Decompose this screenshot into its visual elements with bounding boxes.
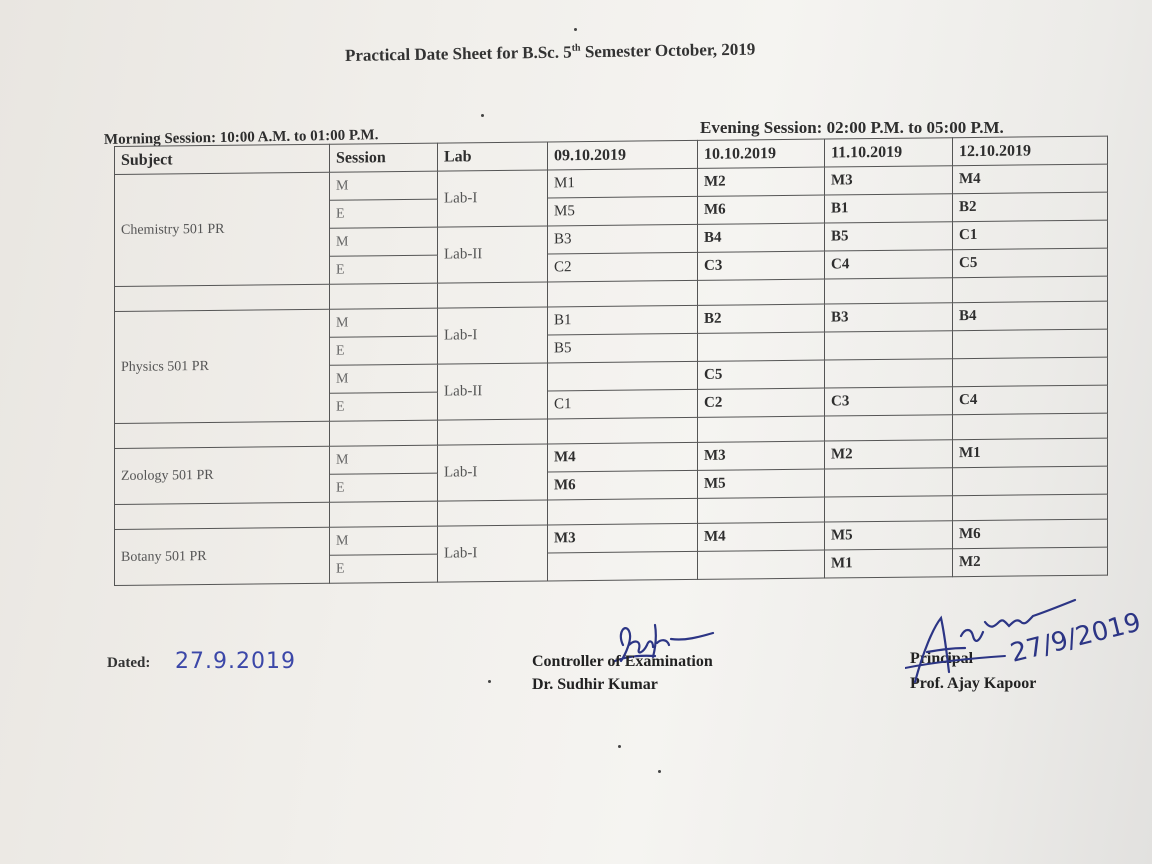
header-subject: Subject: [115, 144, 330, 174]
batch-cell: C1: [953, 220, 1108, 250]
batch-cell: B2: [953, 192, 1108, 222]
paper-speck: [481, 114, 484, 117]
session-cell: M: [330, 445, 438, 474]
batch-cell: C2: [548, 252, 698, 282]
batch-cell: [825, 331, 953, 360]
subject-botany: Botany 501 PR: [115, 527, 330, 585]
subject-zoology: Zoology 501 PR: [115, 446, 330, 504]
session-cell: M: [330, 227, 438, 256]
lab-cell: Lab-I: [438, 444, 548, 501]
batch-cell: [698, 550, 825, 579]
batch-cell: B1: [825, 194, 953, 223]
principal-title: Principal: [910, 650, 974, 667]
batch-cell: B5: [825, 222, 953, 251]
batch-cell: M3: [825, 166, 953, 195]
batch-cell: M4: [698, 522, 825, 551]
lab-cell: Lab-I: [438, 307, 548, 364]
batch-cell: C1: [548, 389, 698, 419]
batch-cell: M2: [953, 547, 1108, 577]
header-date-4: 12.10.2019: [953, 136, 1108, 166]
batch-cell: B5: [548, 333, 698, 363]
batch-cell: B1: [548, 305, 698, 335]
session-cell: M: [330, 364, 438, 393]
paper-speck: [658, 770, 661, 773]
dated-value-handwritten: 27.9.2019: [175, 649, 296, 674]
batch-cell: M1: [825, 549, 953, 578]
batch-cell: M2: [825, 440, 953, 469]
batch-cell: B4: [953, 301, 1108, 331]
session-cell: M: [330, 308, 438, 337]
morning-session-label: Morning Session: 10:00 A.M. to 01:00 P.M.: [103, 127, 379, 148]
batch-cell: M5: [548, 196, 698, 226]
page-title: Practical Date Sheet for B.Sc. 5th Semester October, 2019: [344, 39, 756, 65]
header-date-2: 10.10.2019: [698, 139, 825, 168]
evening-session-label: Evening Session: 02:00 P.M. to 05:00 P.M.: [700, 118, 1004, 137]
batch-cell: C5: [953, 248, 1108, 278]
principal-name: Prof. Ajay Kapoor: [910, 675, 1037, 692]
batch-cell: M2: [698, 167, 825, 196]
batch-cell: B3: [825, 303, 953, 332]
batch-cell: [953, 357, 1108, 387]
batch-cell: M1: [548, 168, 698, 198]
paper-speck: [574, 28, 577, 31]
session-cell: E: [330, 392, 438, 421]
batch-cell: [698, 332, 825, 361]
batch-cell: C4: [953, 385, 1108, 415]
batch-cell: M1: [953, 438, 1108, 468]
batch-cell: [825, 359, 953, 388]
session-cell: E: [330, 473, 438, 502]
header-lab: Lab: [438, 142, 548, 171]
header-session: Session: [330, 143, 438, 172]
session-cell: M: [330, 526, 438, 555]
batch-cell: C4: [825, 250, 953, 279]
batch-cell: M5: [825, 521, 953, 550]
batch-cell: C3: [698, 251, 825, 280]
header-date-1: 09.10.2019: [548, 140, 698, 170]
dated-label: Dated:: [107, 655, 151, 671]
batch-cell: M3: [698, 441, 825, 470]
controller-name: Dr. Sudhir Kumar: [532, 676, 658, 693]
session-cell: E: [330, 336, 438, 365]
session-cell: E: [330, 554, 438, 583]
batch-cell: M6: [548, 470, 698, 500]
batch-cell: [548, 551, 698, 581]
batch-cell: C3: [825, 387, 953, 416]
lab-cell: Lab-II: [438, 226, 548, 283]
date-sheet-table: [114, 136, 1108, 586]
controller-title: Controller of Examination: [532, 653, 713, 670]
batch-cell: [825, 468, 953, 497]
batch-cell: B4: [698, 223, 825, 252]
session-cell: E: [330, 255, 438, 284]
batch-cell: [953, 329, 1108, 359]
paper-speck: [488, 680, 491, 683]
principal-sig-date: 27/9/2019: [1007, 607, 1145, 669]
batch-cell: B3: [548, 224, 698, 254]
session-cell: E: [330, 199, 438, 228]
batch-cell: M4: [548, 442, 698, 472]
paper-speck: [618, 745, 621, 748]
batch-cell: [548, 361, 698, 391]
batch-cell: M4: [953, 164, 1108, 194]
batch-cell: M6: [698, 195, 825, 224]
session-cell: M: [330, 171, 438, 200]
batch-cell: [953, 466, 1108, 496]
batch-cell: C2: [698, 388, 825, 417]
principal-signature: [905, 592, 1145, 702]
batch-cell: M5: [698, 469, 825, 498]
batch-cell: C5: [698, 360, 825, 389]
lab-cell: Lab-II: [438, 363, 548, 420]
batch-cell: B2: [698, 304, 825, 333]
subject-chemistry: Chemistry 501 PR: [115, 172, 330, 286]
header-date-3: 11.10.2019: [825, 138, 953, 167]
subject-physics: Physics 501 PR: [115, 309, 330, 423]
batch-cell: M3: [548, 523, 698, 553]
lab-cell: Lab-I: [438, 170, 548, 227]
lab-cell: Lab-I: [438, 525, 548, 582]
batch-cell: M6: [953, 519, 1108, 549]
